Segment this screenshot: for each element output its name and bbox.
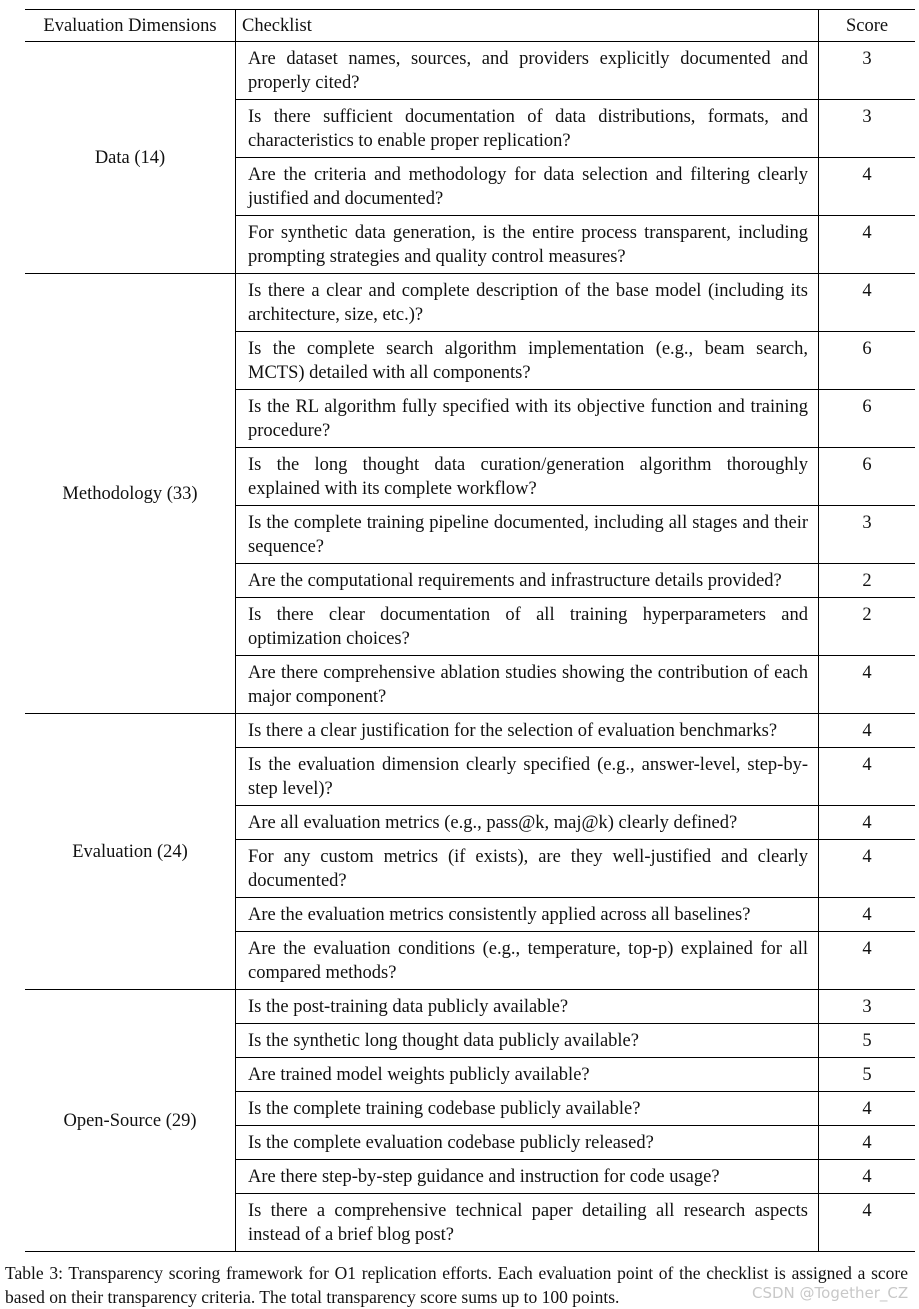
checklist-item: Are the evaluation metrics consistently applied across all baselines?: [236, 898, 819, 932]
score-cell: 6: [819, 448, 916, 506]
score-cell: 4: [819, 840, 916, 898]
score-cell: 3: [819, 990, 916, 1024]
checklist-item: Are dataset names, sources, and providers explicitly documented and properly cited?: [236, 42, 819, 100]
checklist-item: Is the evaluation dimension clearly specified (e.g., answer-level, step-by-step level)?: [236, 748, 819, 806]
checklist-item: Are all evaluation metrics (e.g., pass@k, maj@k) clearly defined?: [236, 806, 819, 840]
score-cell: 3: [819, 506, 916, 564]
table-row: [25, 714, 915, 748]
checklist-item: Is the complete training pipeline documented, including all stages and their sequence?: [236, 506, 819, 564]
checklist-item: Are the criteria and methodology for data selection and filtering clearly justified and documented?: [236, 158, 819, 216]
watermark: CSDN @Together_CZ: [752, 1284, 909, 1302]
score-cell: 4: [819, 714, 916, 748]
checklist-item: Are trained model weights publicly available?: [236, 1058, 819, 1092]
checklist-item: Is there a comprehensive technical paper detailing all research aspects instead of a brief blog post?: [236, 1194, 819, 1252]
table-row: [25, 990, 915, 1024]
score-cell: 4: [819, 1194, 916, 1252]
header-checklist: Checklist: [236, 10, 819, 42]
checklist-item: Is there clear documentation of all training hyperparameters and optimization choices?: [236, 598, 819, 656]
score-cell: 6: [819, 390, 916, 448]
score-cell: 4: [819, 274, 916, 332]
dimension-label: Evaluation (24): [25, 714, 236, 990]
score-cell: 4: [819, 898, 916, 932]
header-score: Score: [819, 10, 916, 42]
checklist-item: Are the computational requirements and infrastructure details provided?: [236, 564, 819, 598]
table-caption: Table 3: Transparency scoring framework for O1 replication efforts. Each evaluation point of the checklist is assigned a score based on their transparency criteria. The total transparency score sums up to 100 points.: [5, 1263, 908, 1307]
checklist-item: Is the complete training codebase publicly available?: [236, 1092, 819, 1126]
score-cell: 4: [819, 932, 916, 990]
score-cell: 4: [819, 1160, 916, 1194]
transparency-table: [25, 9, 915, 1252]
score-cell: 4: [819, 216, 916, 274]
score-cell: 4: [819, 748, 916, 806]
checklist-item: Are the evaluation conditions (e.g., temperature, top-p) explained for all compared methods?: [236, 932, 819, 990]
score-cell: 3: [819, 42, 916, 100]
checklist-item: Is the RL algorithm fully specified with its objective function and training procedure?: [236, 390, 819, 448]
score-cell: 5: [819, 1024, 916, 1058]
table-row: [25, 42, 915, 100]
score-cell: 4: [819, 806, 916, 840]
dimension-label: Open-Source (29): [25, 990, 236, 1252]
score-cell: 4: [819, 1092, 916, 1126]
checklist-item: Are there step-by-step guidance and instruction for code usage?: [236, 1160, 819, 1194]
score-cell: 2: [819, 598, 916, 656]
checklist-item: Is the complete evaluation codebase publicly released?: [236, 1126, 819, 1160]
score-cell: 3: [819, 100, 916, 158]
checklist-item: Is there a clear justification for the selection of evaluation benchmarks?: [236, 714, 819, 748]
score-cell: 5: [819, 1058, 916, 1092]
table-body: [25, 42, 915, 1252]
header-dimensions: Evaluation Dimensions: [25, 10, 236, 42]
checklist-item: Is there a clear and complete description of the base model (including its architecture, size, etc.)?: [236, 274, 819, 332]
checklist-item: Is there sufficient documentation of data distributions, formats, and characteristics to enable proper replication?: [236, 100, 819, 158]
checklist-item: Are there comprehensive ablation studies showing the contribution of each major component?: [236, 656, 819, 714]
score-cell: 4: [819, 158, 916, 216]
score-cell: 6: [819, 332, 916, 390]
dimension-label: Methodology (33): [25, 274, 236, 714]
header-row: [25, 10, 915, 42]
checklist-item: Is the long thought data curation/generation algorithm thoroughly explained with its complete workflow?: [236, 448, 819, 506]
score-cell: 4: [819, 1126, 916, 1160]
checklist-item: For any custom metrics (if exists), are they well-justified and clearly documented?: [236, 840, 819, 898]
dimension-label: Data (14): [94, 147, 166, 168]
checklist-item: For synthetic data generation, is the entire process transparent, including prompting strategies and quality control measures?: [236, 216, 819, 274]
score-cell: 2: [819, 564, 916, 598]
table-row: [25, 274, 915, 332]
checklist-item: Is the synthetic long thought data publicly available?: [236, 1024, 819, 1058]
checklist-item: Is the post-training data publicly available?: [236, 990, 819, 1024]
checklist-item: Is the complete search algorithm implementation (e.g., beam search, MCTS) detailed with all components?: [236, 332, 819, 390]
score-cell: 4: [819, 656, 916, 714]
